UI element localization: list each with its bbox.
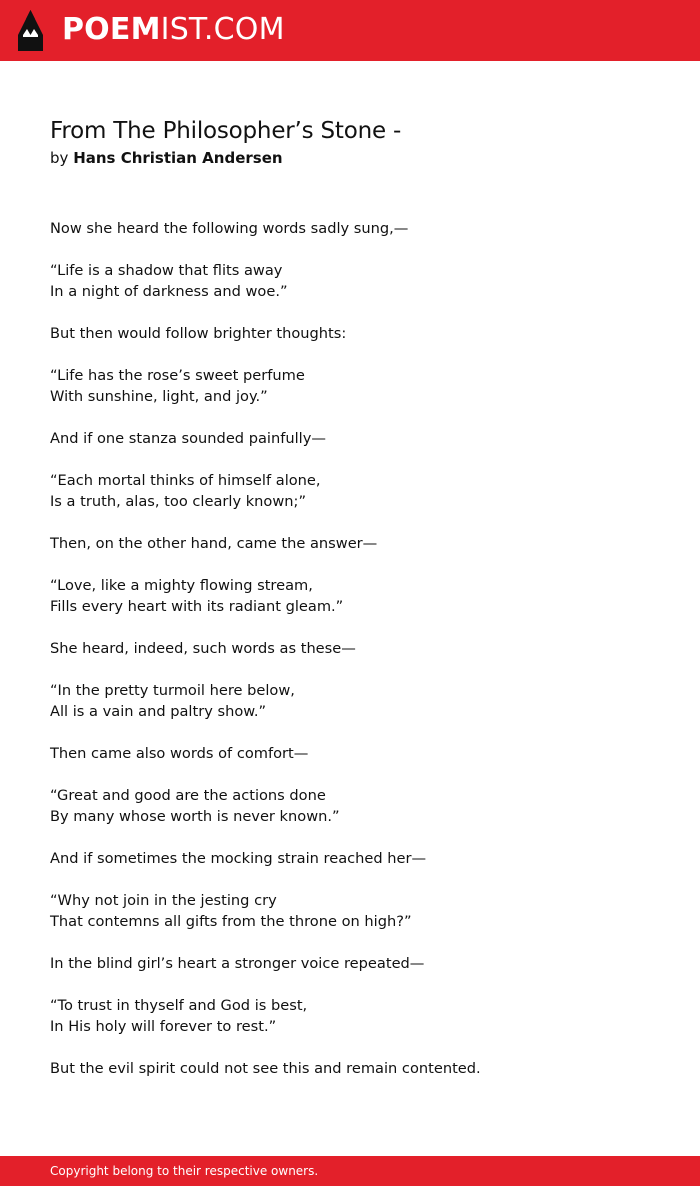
poem-line: And if sometimes the mocking strain reached her— [50,850,427,867]
poem-stanza [50,995,670,1037]
poem-line: Is a truth, alas, too clearly known;” [50,493,307,510]
poem-stanza [50,890,670,932]
poem-line: “Life has the rose’s sweet perfume [50,367,305,384]
poem-stanza [50,365,670,407]
poem-line: “In the pretty turmoil here below, [50,682,295,699]
poem-stanza [50,575,670,617]
poem-stanza [50,323,670,344]
poem-line: “Why not join in the jesting cry [50,892,277,909]
by-label: by [50,149,69,167]
brand-bold: POEM [62,12,161,47]
poem-line: “Love, like a mighty flowing stream, [50,577,313,594]
poem-stanza [50,743,670,764]
poem-line: That contemns all gifts from the throne on high?” [50,913,412,930]
site-footer [0,1156,700,1186]
poem-line: But then would follow brighter thoughts: [50,325,347,342]
poem-stanza [50,428,670,449]
brand-light: IST.COM [160,12,285,47]
poem-title: From The Philosopher’s Stone - [50,118,402,144]
poem-stanza [50,848,670,869]
author-name: Hans Christian Andersen [73,149,283,167]
poem-line: “To trust in thyself and God is best, [50,997,308,1014]
poem-line: She heard, indeed, such words as these— [50,640,356,657]
poem-line: Fills every heart with its radiant gleam.” [50,598,344,615]
poem-stanza [50,470,670,512]
poem-line: In a night of darkness and woe.” [50,283,288,300]
poem-stanza [50,260,670,302]
poem-line: With sunshine, light, and joy.” [50,388,268,405]
poem-line: “Each mortal thinks of himself alone, [50,472,321,489]
byline [50,148,670,168]
poem-line: And if one stanza sounded painfully— [50,430,326,447]
site-logo-text[interactable] [62,12,285,48]
poem-stanza [50,533,670,554]
site-header [0,0,700,61]
poem-stanza [50,680,670,722]
poem-line: Now she heard the following words sadly sung,— [50,220,409,237]
poem-stanza [50,1058,670,1079]
poem-line: But the evil spirit could not see this and remain contented. [50,1060,481,1077]
poem-stanza [50,218,670,239]
poem-stanza [50,953,670,974]
poem-line: In the blind girl’s heart a stronger voice repeated— [50,955,425,972]
poem-line: All is a vain and paltry show.” [50,703,267,720]
poem-line: Then came also words of comfort— [50,745,309,762]
pencil-tip-icon[interactable] [18,10,43,51]
poem-line: By many whose worth is never known.” [50,808,340,825]
poem-body [50,218,670,1100]
poem-stanza [50,638,670,659]
poem-line: In His holy will forever to rest.” [50,1018,277,1035]
poem-line: “Life is a shadow that flits away [50,262,283,279]
copyright-text: Copyright belong to their respective owners. [50,1164,319,1178]
poem-line: “Great and good are the actions done [50,787,326,804]
poem-heading [50,116,670,168]
poem-line: Then, on the other hand, came the answer— [50,535,378,552]
poem-stanza [50,785,670,827]
